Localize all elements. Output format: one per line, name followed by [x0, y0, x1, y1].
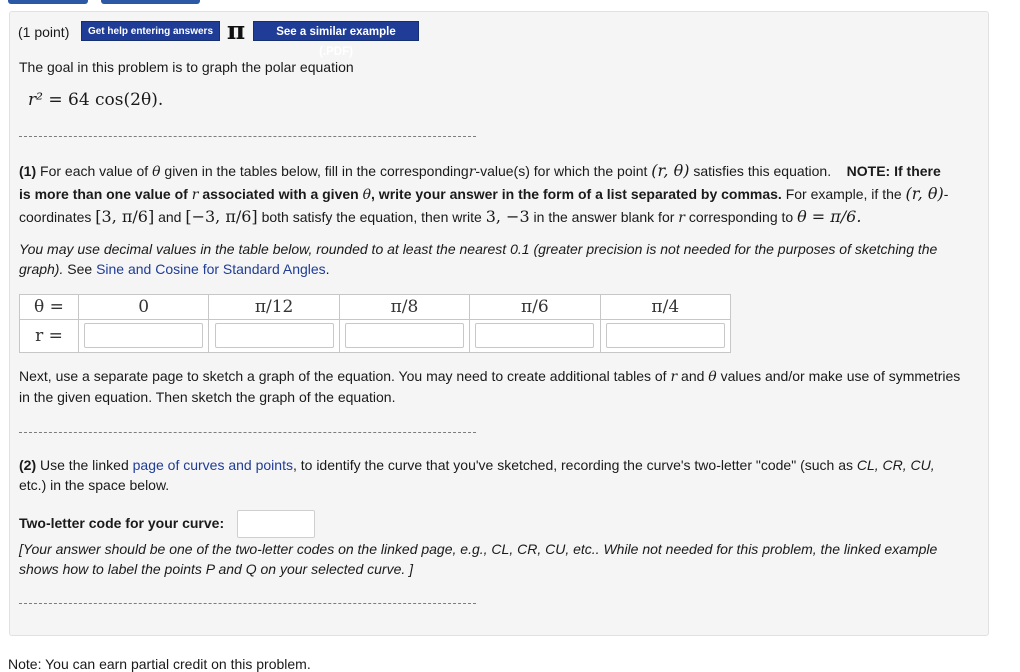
angle-cell: 0 — [79, 295, 209, 320]
divider-1 — [19, 136, 476, 137]
point-notation: (r, θ) — [651, 161, 690, 180]
sine-cosine-link[interactable]: Sine and Cosine for Standard Angles — [96, 261, 326, 277]
curve-code-input[interactable] — [237, 510, 315, 538]
example-answer: 3, −3 — [485, 207, 530, 226]
top-tab-stub-left — [8, 0, 88, 4]
r-row — [20, 319, 731, 352]
angle-cell: π/12 — [209, 295, 339, 320]
points-label: (1 point) — [18, 24, 70, 40]
theta-symbol: θ — [152, 164, 161, 180]
example-coord-1: [3, π/6] — [95, 207, 155, 226]
divider-3 — [19, 603, 476, 604]
top-tab-stub-right — [101, 0, 200, 4]
polar-equation — [28, 90, 163, 110]
divider-2 — [19, 432, 476, 433]
note-label: NOTE: If there — [846, 163, 941, 179]
equation-lhs: r² = — [28, 90, 63, 110]
part2-instructions: (2) Use the linked page of curves and points, to identify the curve that you've sketched, recording the curve's two-letter "code" (such as CL, CR, CU, etc.) in the space below. — [19, 457, 935, 493]
part1-instructions: (1) For each value of θ given in the tables below, fill in the correspondingr-value(s) for which the point (r, θ) satisfies this equation. NOTE: If there is more than one value of r associated with a given θ, write your answer in the form of a list separated by commas. For example, if the (r, θ)- coordinates [3, π/6] and [−3, π/6] both satisfy the equation, then write 3, −3 in the answer blank for r corresponding to θ = π/6. — [19, 161, 949, 226]
part1-number: (1) — [19, 163, 37, 179]
equation-rhs: 64 cos(2θ). — [68, 90, 164, 110]
help-entering-answers-button[interactable]: Get help entering answers — [81, 21, 220, 41]
r-input-pi-6[interactable] — [475, 323, 594, 348]
sketch-instructions: Next, use a separate page to sketch a graph of the equation. You may need to create additional tables of r and θ values and/or make use of symmetries in the given equation. Then sketch the graph of the equation. — [19, 368, 961, 405]
theta-row-label: θ = — [20, 295, 79, 320]
code-label: Two-letter code for your curve: — [19, 515, 225, 531]
r-input-0[interactable] — [84, 323, 203, 348]
r-input-pi-12[interactable] — [215, 323, 334, 348]
angle-cell: π/6 — [470, 295, 600, 320]
angle-cell: π/8 — [339, 295, 469, 320]
curves-points-link[interactable]: page of curves and points — [132, 457, 293, 473]
part2-number: (2) — [19, 457, 37, 473]
hint-text: [Your answer should be one of the two-letter codes on the linked page, e.g., CL, CR, CU, etc.. While not needed for this problem, the linked example shows how to label the points P and Q on your selected curve. ] — [19, 541, 938, 577]
partial-credit-note: Note: You can earn partial credit on this problem. — [8, 656, 311, 672]
r-symbol: r — [468, 164, 476, 180]
r-row-label: r = — [20, 319, 79, 352]
angle-cell: π/4 — [600, 295, 730, 320]
decimal-note: You may use decimal values in the table below, rounded to at least the nearest 0.1 (greater precision is not needed for the purposes of sketching the graph). See Sine and Cosine for Standard Angles. — [19, 241, 938, 277]
similar-example-button[interactable]: See a similar example (.PDF) — [253, 21, 419, 41]
pi-logo-icon[interactable]: π — [226, 16, 246, 45]
r-input-pi-8[interactable] — [345, 323, 464, 348]
theta-equals: θ = π/6. — [797, 207, 862, 226]
theta-row — [20, 295, 731, 320]
example-coord-2: [−3, π/6] — [185, 207, 258, 226]
value-table — [19, 294, 731, 353]
r-input-pi-4[interactable] — [606, 323, 725, 348]
goal-text: The goal in this problem is to graph the polar equation — [19, 59, 354, 75]
